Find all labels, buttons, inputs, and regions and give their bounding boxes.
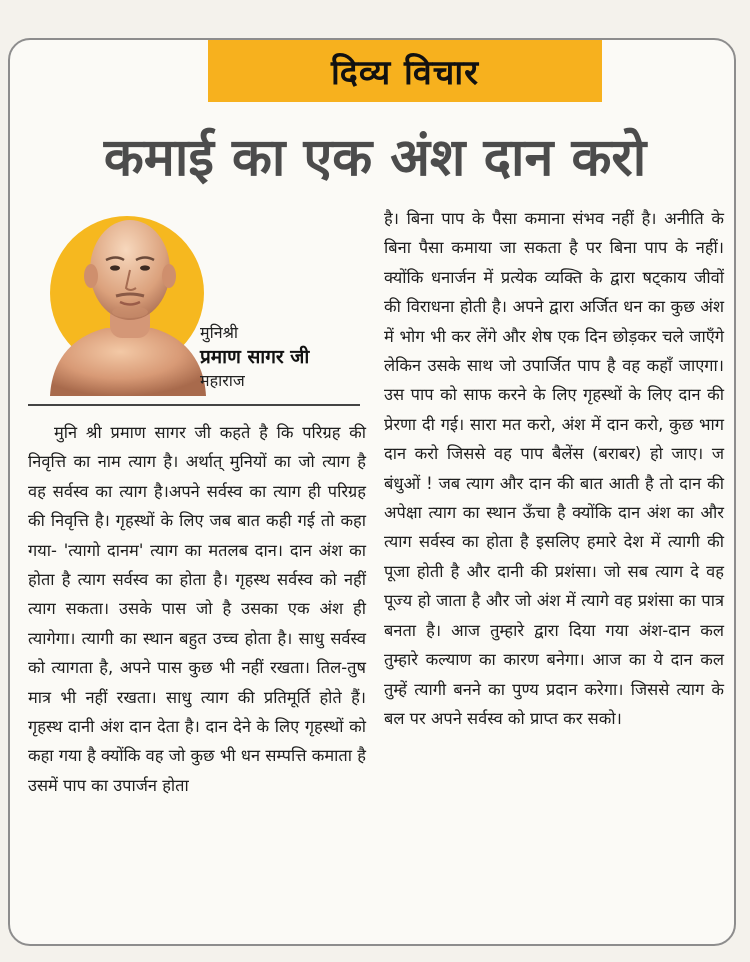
section-banner <box>208 40 602 102</box>
byline-prefix: मुनिश्री <box>200 323 239 342</box>
byline-divider <box>28 404 360 406</box>
article-right-column: है। बिना पाप के पैसा कमाना संभव नहीं है। अनीति के बिना पैसा कमाया जा सकता है पर बिना पाप के नहीं। क्योंकि धनार्जन में प्रत्येक व्यक्ति के द्वारा षट्काय जीवों की विराधना होती है। अपने द्वारा अर्जित धन का कुछ अंश में भोग भी कर लेंगे और शेष एक दिन छोड़कर चले जाएँगे लेकिन उसके साथ जो उपार्जित पाप है वह कहाँ जाएगा। उस पाप को साफ करने के लिए गृहस्थों के लिए दान की प्रेरणा दी गई। सारा मत करो, अंश में दान करो, कुछ भाग दान करो जिससे वह पाप बैलेंस (बराबर) हो जाए। ज बंधुओं ! जब त्याग और दान की बात आती है तो दान की अपेक्षा त्याग का स्थान ऊँचा है क्योंकि दान अंश का और त्याग सर्वस्व का होता है इसलिए हमारे देश में त्यागी की पूजा होती है और दानी की प्रशंसा। जो सब त्याग दे वह पूज्य हो जाता है और जो अंश में त्यागे वह प्रशंसा का पात्र बनता है। आज तुम्हारे द्वारा दिया गया अंश-दान कल तुम्हारे कल्याण का कारण बनेगा। आज का ये दान कल तुम्हें त्यागी बनने का पुण्य प्रदान करेगा। जिससे त्याग के बल पर अपने सर्वस्व को प्राप्त कर सको। <box>384 209 724 728</box>
headline <box>20 112 730 198</box>
author-byline <box>200 322 380 392</box>
headline-text: कमाई का एक अंश दान करो <box>103 127 647 188</box>
byline-suffix: महाराज <box>200 371 245 390</box>
section-title: दिव्य विचार <box>330 53 480 93</box>
byline-name: प्रमाण सागर जी <box>200 346 310 368</box>
monk-portrait-image <box>44 208 208 396</box>
author-portrait <box>44 208 208 396</box>
article-left-column: मुनि श्री प्रमाण सागर जी कहते है कि परिग्रह की निवृत्ति का नाम त्याग है। अर्थात् मुनियों का जो त्याग है वह सर्वस्व का त्याग है।अपने सर्वस्व का त्याग ही परिग्रह की निवृत्ति है। गृहस्थों के लिए जब बात कही गई तो कहा गया- 'त्यागो दानम' त्याग का मतलब दान। दान अंश का होता है त्याग सर्वस्व का होता है। गृहस्थ सर्वस्व को नहीं त्याग सकता। उसके पास जो है उसका एक अंश ही त्यागेगा। त्यागी का स्थान बहुत उच्च होता है। साधु सर्वस्व को त्यागता है, अपने पास कुछ भी नहीं रखता। तिल-तुष मात्र भी नहीं रखता। साधु त्याग की प्रतिमूर्ति होते हैं। गृहस्थ दानी अंश दान देता है। दान देने के लिए गृहस्थों को कहा गया है क्योंकि वह जो कुछ भी धन सम्पत्ति कमाता है उसमें पाप का उपार्जन होता <box>28 423 366 795</box>
